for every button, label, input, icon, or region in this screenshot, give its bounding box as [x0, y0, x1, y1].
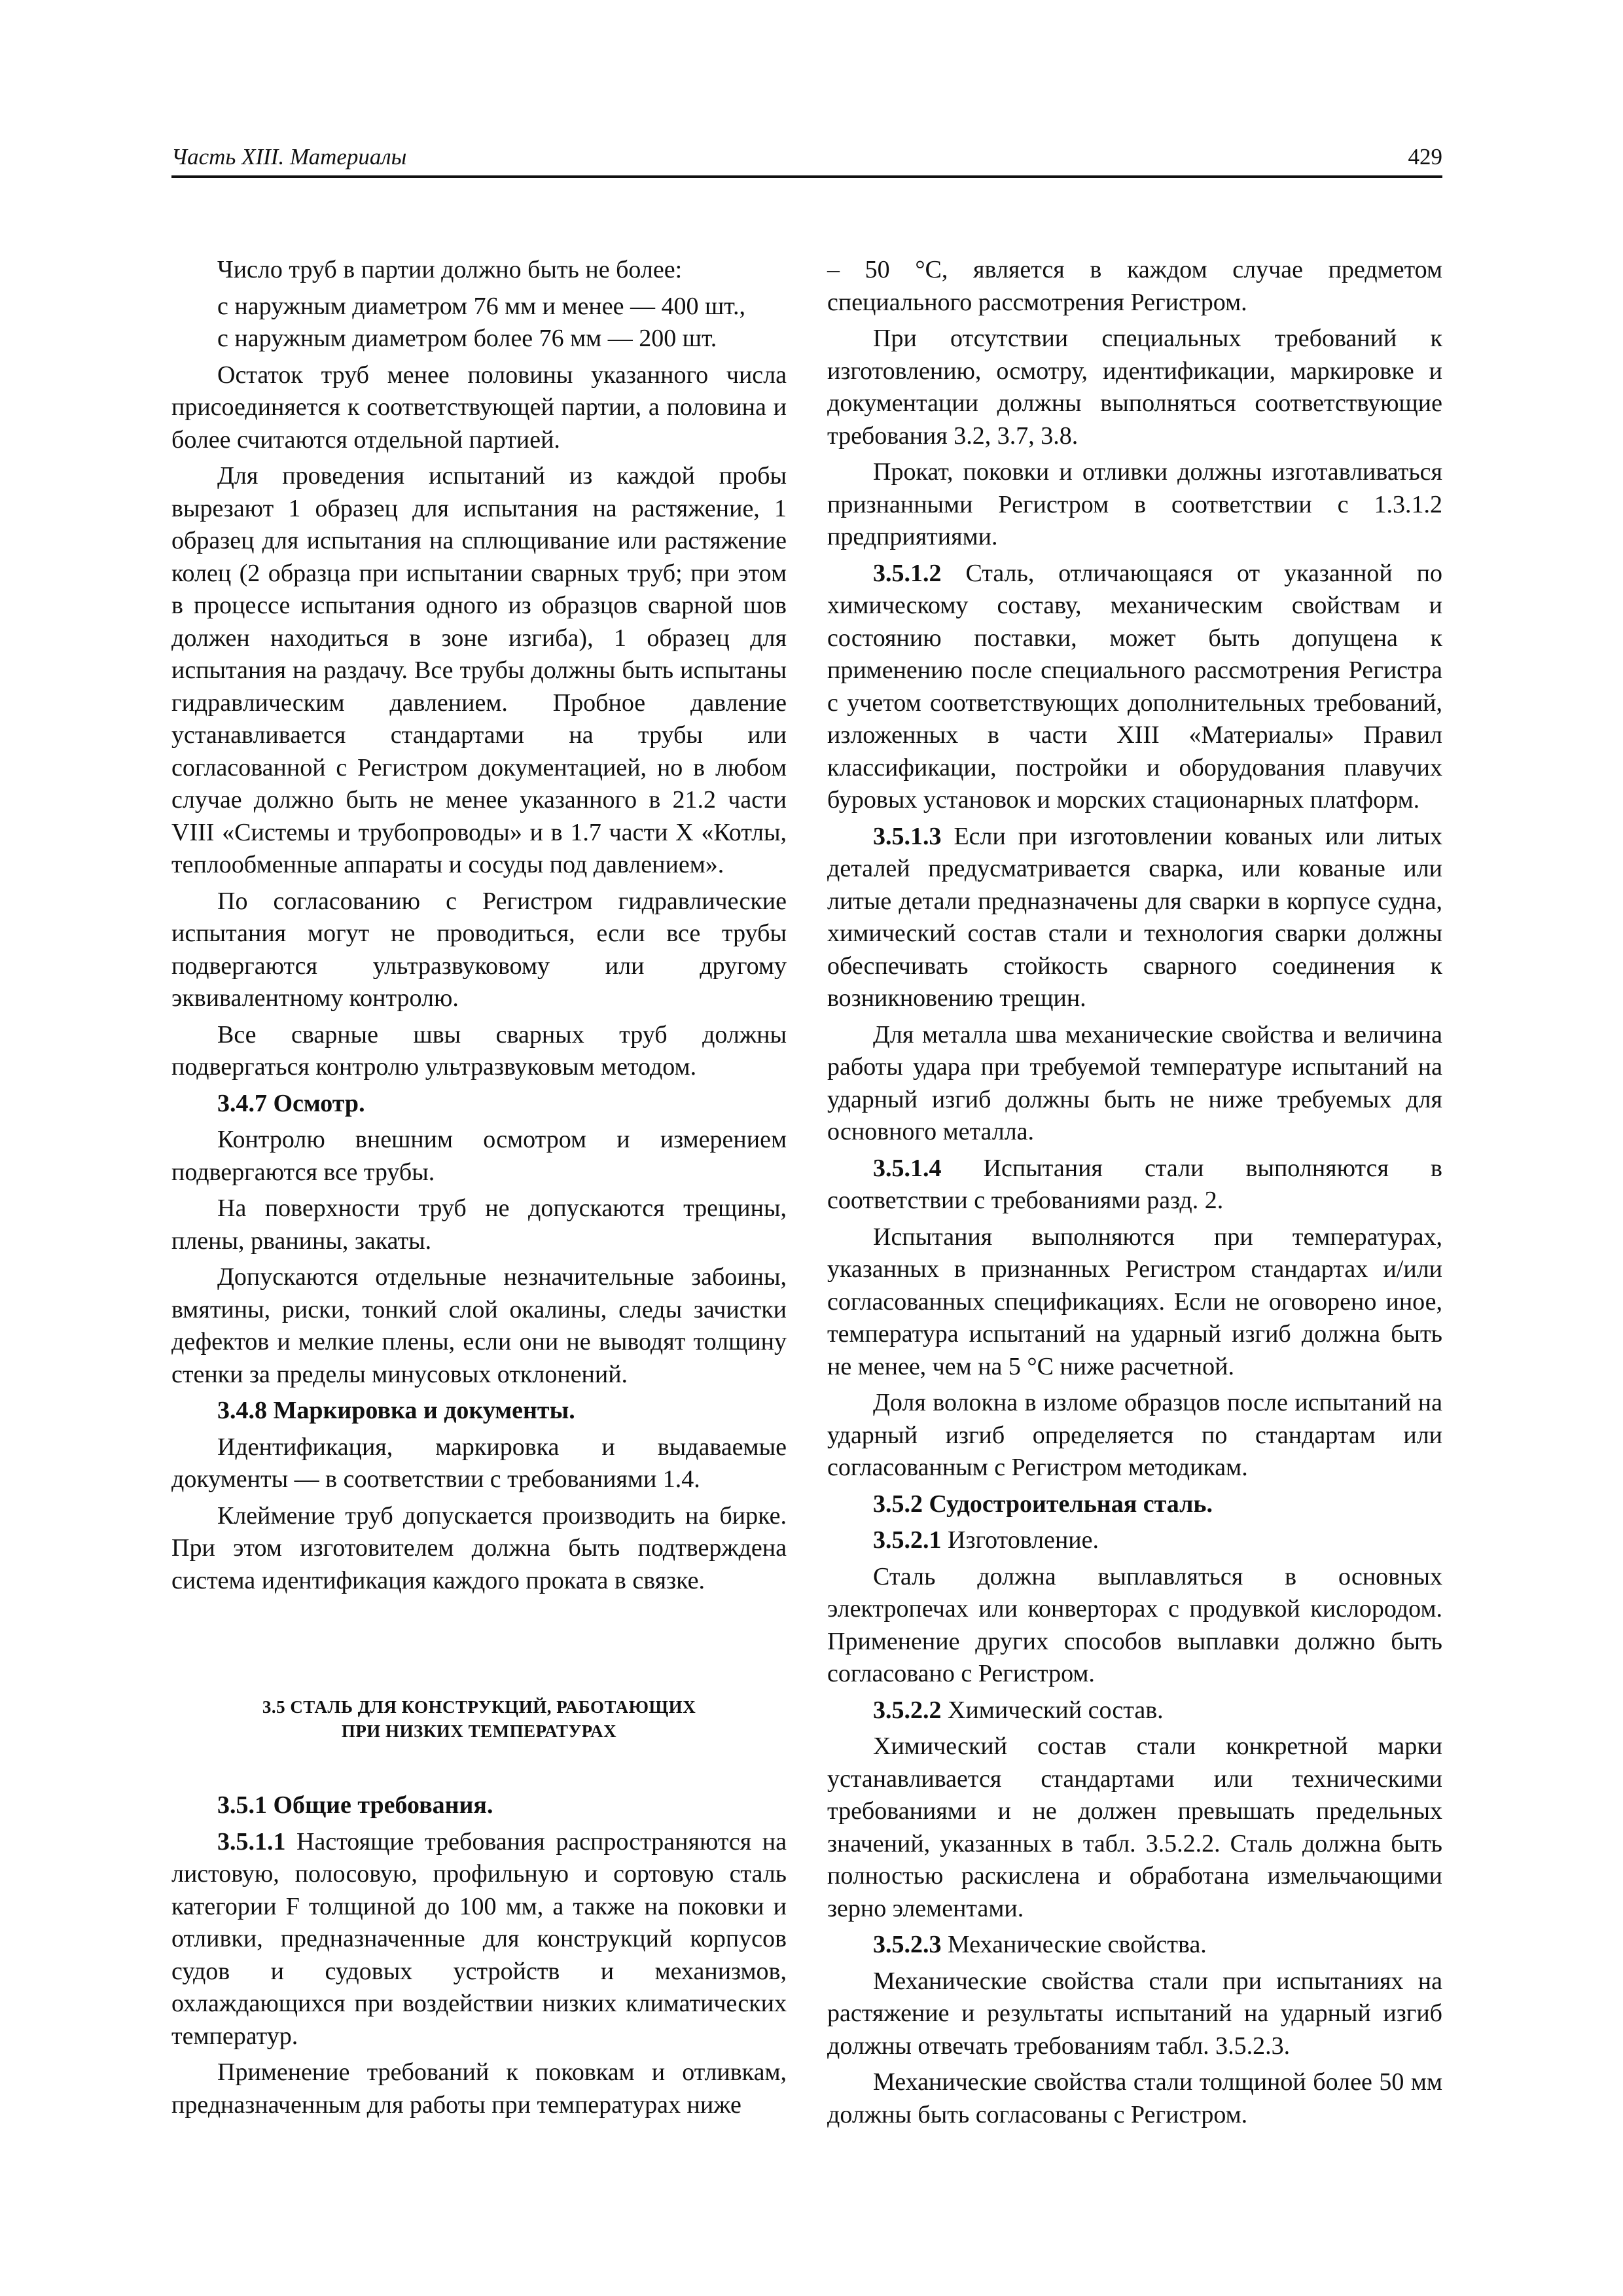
paragraph: Испытания выполняются при температурах, указанных в признанных Регистром стандартах и/или согласованных спецификациях. Если не оговорено иное, температура испытаний на ударный изгиб должна быть не менее, чем на 5 °С ниже расчетной.: [827, 1223, 1442, 1380]
clause-text: Испытания стали выполняются в соответствии с требованиями разд. 2.: [827, 1154, 1442, 1214]
chapter-heading-line1: 3.5 СТАЛЬ ДЛЯ КОНСТРУКЦИЙ, РАБОТАЮЩИХ: [262, 1697, 696, 1717]
section-heading: 3.5.2 Судостроительная сталь.: [873, 1490, 1213, 1518]
left-column: [171, 254, 787, 2125]
paragraph: Для металла шва механические свойства и величина работы удара при требуемой температуре испытаний на ударный изгиб должны быть не ниже требуемых для основного металла.: [827, 1020, 1442, 1145]
clause-number: 3.5.1.2: [873, 559, 942, 587]
paragraph: – 50 °С, является в каждом случае предметом специального рассмотрения Регистром.: [827, 256, 1442, 316]
paragraph: [827, 1524, 1442, 1557]
paragraph: Контролю внешним осмотром и измерением подвергаются все трубы.: [171, 1126, 787, 1186]
paragraph: [171, 1826, 787, 2053]
paragraph: Идентификация, маркировка и выдаваемые документы — в соответствии с требованиями 1.4.: [171, 1433, 787, 1493]
paragraph: Применение требований к поковкам и отливкам, предназначенным для работы при температурах ниже: [171, 2058, 787, 2119]
paragraph: Клеймение труб допускается производить на бирке. При этом изготовителем должна быть подтверждена система идентификация каждого проката в связке.: [171, 1501, 787, 1594]
running-title: Часть XIII. Материалы: [171, 144, 407, 170]
paragraph: Все сварные швы сварных труб должны подвергаться контролю ультразвуковым методом.: [171, 1020, 787, 1081]
paragraph: Механические свойства стали при испытаниях на растяжение и результаты испытаний на ударный изгиб должны отвечать требованиям табл. 3.5.2.3.: [827, 1967, 1442, 2060]
clause-number: 3.5.1.3: [873, 822, 942, 850]
paragraph: Химический состав стали конкретной марки устанавливается стандартами или техническими требованиями и не должен превышать предельных значений, указанных в табл. 3.5.2.2. Сталь должна быть полностью раскислена и обработана измельчающими зерно элементами.: [827, 1732, 1442, 1922]
paragraph: Механические свойства стали толщиной более 50 мм должны быть согласованы с Регистром.: [827, 2068, 1442, 2128]
page-header: [171, 139, 1442, 178]
right-column: [827, 254, 1442, 2135]
paragraph: Прокат, поковки и отливки должны изготавливаться признанными Регистром в соответствии с 1.3.1.2 предприятиями.: [827, 458, 1442, 550]
clause-text: Сталь, отличающаяся от указанной по химическому составу, механическим свойствам и состоянию поставки, может быть допущена к применению после специального рассмотрения Регистра с учетом соответствующих дополнительных требований, изложенных в части XIII «Материалы» Правил классификации, постройки и оборудования плавучих буровых установок и морских стационарных платформ.: [827, 559, 1442, 814]
paragraph: Остаток труб менее половины указанного числа присоединяется к соответствующей партии, а половина и более считаются отдельной партией.: [171, 361, 787, 454]
paragraph: Для проведения испытаний из каждой пробы вырезают 1 образец для испытания на растяжение, 1 образец для испытания на сплющивание или растяжение колец (2 образца при испытании сварных труб; при этом в процессе испытания одного из образцов сварной шов должен находиться в зоне изгиба), 1 образец для испытания на раздачу. Все трубы должны быть испытаны гидравлическим давлением. Пробное давление устанавливается стандартами на трубы или согласованной с Регистром документацией, но в любом случае должно быть не менее указанного в 21.2 части VIII «Системы и трубопроводы» и в 1.7 части X «Котлы, теплообменные аппараты и сосуды под давлением».: [171, 462, 787, 878]
paragraph: На поверхности труб не допускаются трещины, плены, рванины, закаты.: [171, 1194, 787, 1255]
clause-number: 3.5.2.1: [873, 1526, 942, 1554]
paragraph: [827, 1695, 1442, 1727]
header-rule: [171, 175, 1442, 178]
clause-text: Настоящие требования распространяются на листовую, полосовую, профильную и сортовую сталь категории F толщиной до 100 мм, а также на поковки и отливки, предназначенные для конструкций корпусов судов и судовых устройств и механизмов, охлаждающихся при воздействии низких климатических температур.: [171, 1827, 787, 2050]
chapter-heading: [171, 1695, 787, 1744]
section-heading: 3.4.7 Осмотр.: [217, 1089, 365, 1117]
paragraph: При отсутствии специальных требований к изготовлению, осмотру, идентификации, маркировке и документации должны выполняться соответствующие требования 3.2, 3.7, 3.8.: [827, 325, 1442, 450]
clause-text: Изготовление.: [941, 1526, 1099, 1554]
paragraph: Сталь должна выплавляться в основных электропечах или конверторах с продувкой кислородом. Применение других способов выплавки должно быть согласовано с Регистром.: [827, 1562, 1442, 1687]
clause-number: 3.5.1.1: [217, 1827, 286, 1856]
section-heading: 3.4.8 Маркировка и документы.: [217, 1397, 575, 1424]
clause-number: 3.5.2.3: [873, 1931, 942, 1958]
paragraph: По согласованию с Регистром гидравлические испытания могут не проводиться, если все трубы подвергаются ультразвуковому или другому эквивалентному контролю.: [171, 887, 787, 1012]
paragraph: Допускаются отдельные незначительные забоины, вмятины, риски, тонкий слой окалины, следы зачистки дефектов и мелкие плены, если они не выводят толщину стенки за пределы минусовых отклонений.: [171, 1263, 787, 1388]
paragraph: Число труб в партии должно быть не более:: [217, 256, 683, 283]
paragraph: [827, 558, 1442, 817]
page-number: 429: [1408, 144, 1442, 170]
paragraph: [827, 1153, 1442, 1217]
paragraph: [827, 1929, 1442, 1962]
chapter-heading-line2: ПРИ НИЗКИХ ТЕМПЕРАТУРАХ: [341, 1721, 617, 1741]
paragraph: [827, 821, 1442, 1015]
clause-text: Химический состав.: [941, 1696, 1164, 1724]
clause-text: Механические свойства.: [941, 1931, 1207, 1958]
clause-text: Если при изготовлении кованых или литых деталей предусматривается сварка, или кованые или литые детали предназначены для сварки в корпусе судна, химический состав стали и технология сварки должны обеспечивать стойкость сварного соединения к возникновению трещин.: [827, 822, 1442, 1012]
section-heading: 3.5.1 Общие требования.: [217, 1791, 493, 1819]
paragraph: с наружным диаметром 76 мм и менее — 400 шт.,: [217, 292, 745, 320]
clause-number: 3.5.2.2: [873, 1696, 942, 1724]
paragraph: Доля волокна в изломе образцов после испытаний на ударный изгиб определяется по стандартам или согласованным с Регистром методикам.: [827, 1389, 1442, 1481]
clause-number: 3.5.1.4: [873, 1154, 942, 1182]
paragraph: с наружным диаметром более 76 мм — 200 шт.: [217, 325, 717, 352]
